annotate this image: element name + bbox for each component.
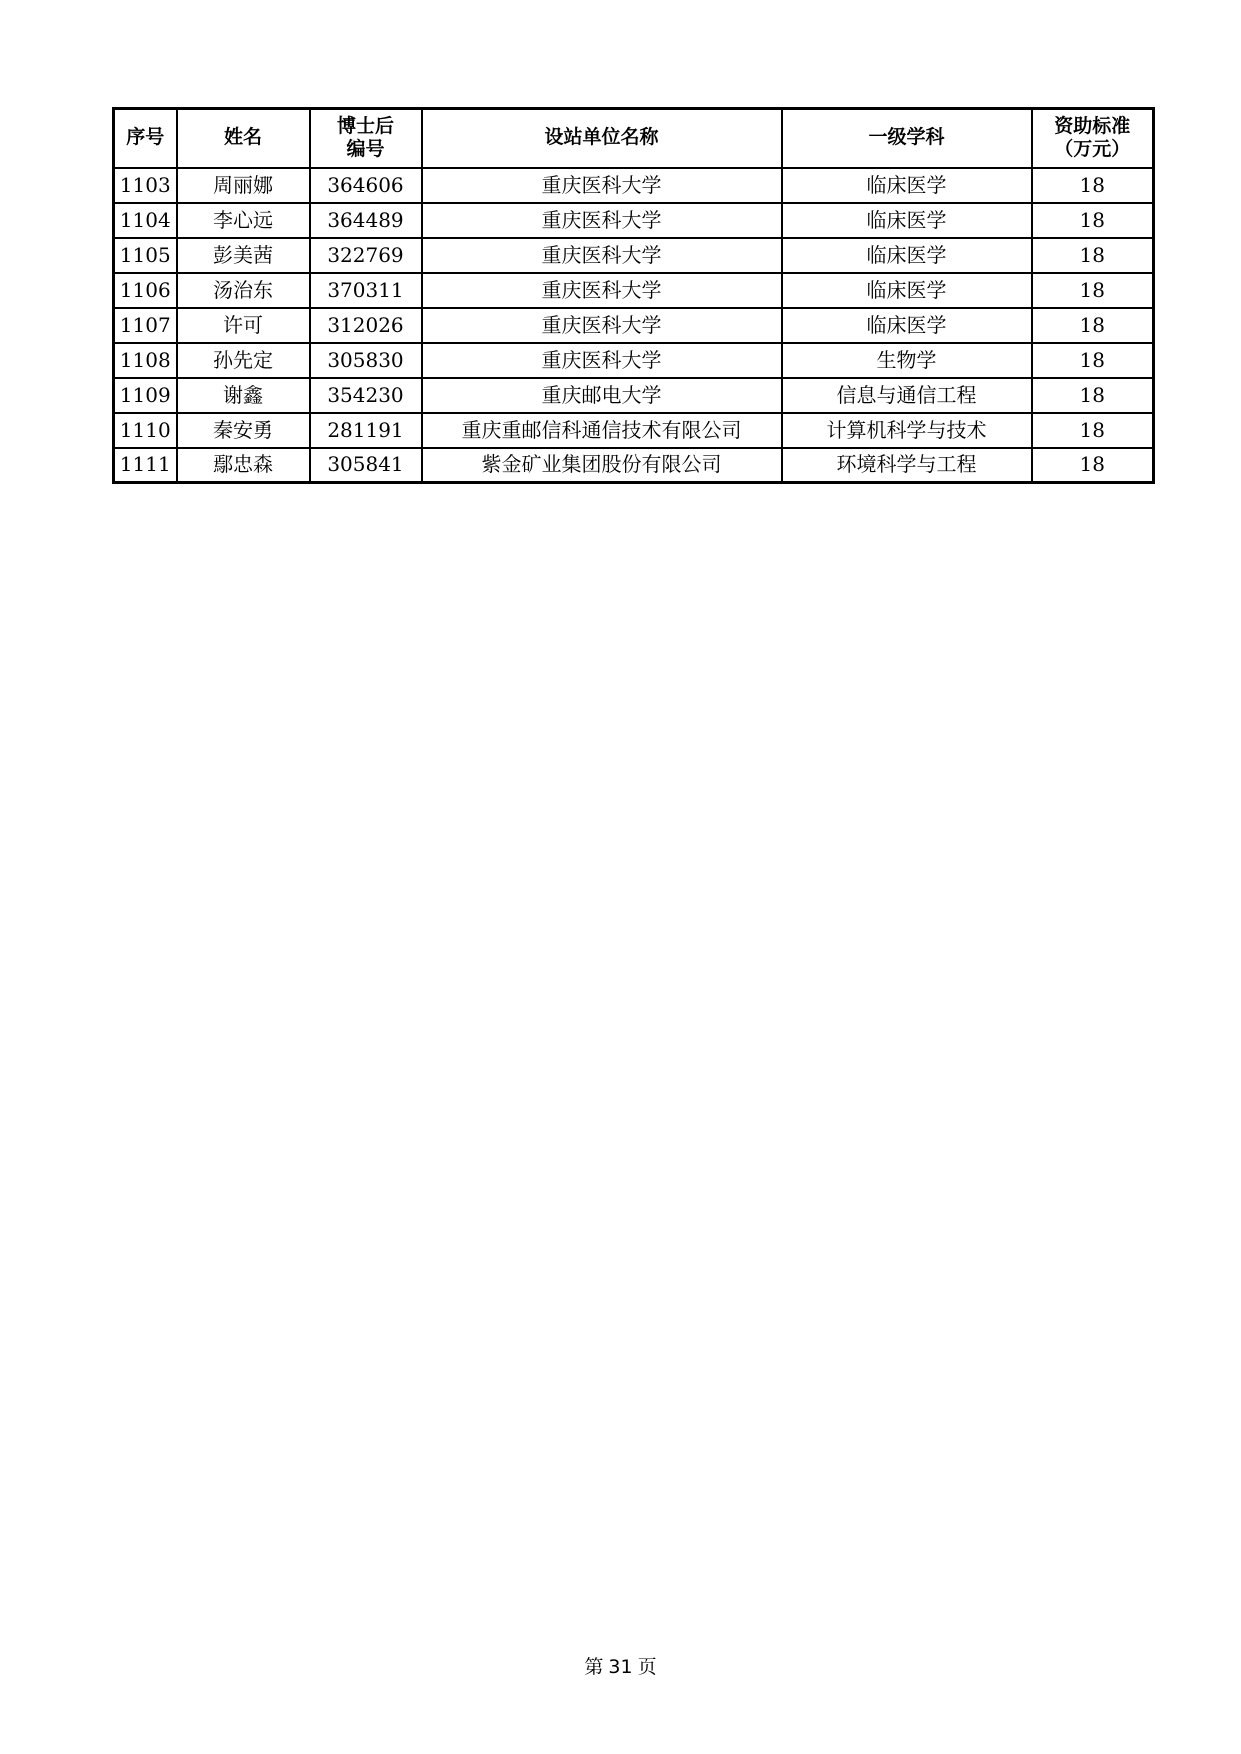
cell-index: 1103 [114, 168, 177, 203]
cell-funding: 18 [1032, 378, 1154, 413]
table-row [114, 378, 1154, 413]
cell-postdoc-number: 364489 [310, 203, 422, 238]
cell-discipline: 临床医学 [782, 168, 1032, 203]
col-header-postdoc-number-line2: 编号 [346, 138, 385, 161]
table-row [114, 273, 1154, 308]
cell-station-name: 重庆医科大学 [422, 168, 782, 203]
page-footer-suffix: 页 [637, 1656, 657, 1678]
cell-station-name: 重庆医科大学 [422, 273, 782, 308]
cell-postdoc-number: 370311 [310, 273, 422, 308]
cell-funding: 18 [1032, 308, 1154, 343]
cell-name: 谢鑫 [177, 378, 310, 413]
cell-discipline: 临床医学 [782, 308, 1032, 343]
cell-funding: 18 [1032, 448, 1154, 483]
cell-funding: 18 [1032, 273, 1154, 308]
cell-funding: 18 [1032, 238, 1154, 273]
cell-discipline: 计算机科学与技术 [782, 413, 1032, 448]
cell-name: 汤治东 [177, 273, 310, 308]
cell-name: 鄢忠森 [177, 448, 310, 483]
cell-name: 彭美茜 [177, 238, 310, 273]
col-header-funding-standard [1032, 109, 1154, 168]
cell-postdoc-number: 305830 [310, 343, 422, 378]
table-header-row [114, 109, 1154, 168]
cell-station-name: 重庆医科大学 [422, 203, 782, 238]
table-row [114, 343, 1154, 378]
col-header-station-name: 设站单位名称 [422, 109, 782, 168]
funding-roster-table [112, 107, 1155, 484]
cell-station-name: 重庆医科大学 [422, 238, 782, 273]
cell-funding: 18 [1032, 168, 1154, 203]
cell-funding: 18 [1032, 203, 1154, 238]
cell-station-name: 重庆邮电大学 [422, 378, 782, 413]
cell-name: 周丽娜 [177, 168, 310, 203]
col-header-postdoc-number-line1: 博士后 [336, 114, 394, 137]
cell-station-name: 紫金矿业集团股份有限公司 [422, 448, 782, 483]
col-header-funding-standard-line1: 资助标准 [1054, 114, 1131, 137]
cell-discipline: 信息与通信工程 [782, 378, 1032, 413]
cell-index: 1105 [114, 238, 177, 273]
cell-postdoc-number: 305841 [310, 448, 422, 483]
cell-name: 许可 [177, 308, 310, 343]
table-row [114, 168, 1154, 203]
cell-postdoc-number: 364606 [310, 168, 422, 203]
cell-name: 秦安勇 [177, 413, 310, 448]
table-row [114, 308, 1154, 343]
cell-index: 1107 [114, 308, 177, 343]
col-header-discipline: 一级学科 [782, 109, 1032, 168]
cell-index: 1109 [114, 378, 177, 413]
cell-station-name: 重庆医科大学 [422, 343, 782, 378]
cell-postdoc-number: 281191 [310, 413, 422, 448]
cell-name: 李心远 [177, 203, 310, 238]
cell-discipline: 临床医学 [782, 273, 1032, 308]
cell-index: 1106 [114, 273, 177, 308]
cell-funding: 18 [1032, 413, 1154, 448]
table-row [114, 448, 1154, 483]
cell-discipline: 环境科学与工程 [782, 448, 1032, 483]
page-number: 31 [608, 1656, 633, 1678]
table-row [114, 203, 1154, 238]
cell-postdoc-number: 354230 [310, 378, 422, 413]
cell-index: 1111 [114, 448, 177, 483]
col-header-postdoc-number [310, 109, 422, 168]
col-header-name: 姓名 [177, 109, 310, 168]
cell-index: 1108 [114, 343, 177, 378]
page-footer-prefix: 第 [584, 1656, 604, 1678]
cell-discipline: 临床医学 [782, 203, 1032, 238]
cell-station-name: 重庆重邮信科通信技术有限公司 [422, 413, 782, 448]
cell-name: 孙先定 [177, 343, 310, 378]
cell-discipline: 临床医学 [782, 238, 1032, 273]
page-footer [0, 1652, 1241, 1679]
cell-discipline: 生物学 [782, 343, 1032, 378]
col-header-index: 序号 [114, 109, 177, 168]
cell-postdoc-number: 322769 [310, 238, 422, 273]
col-header-funding-standard-line2: （万元） [1054, 138, 1131, 161]
cell-station-name: 重庆医科大学 [422, 308, 782, 343]
cell-index: 1104 [114, 203, 177, 238]
cell-funding: 18 [1032, 343, 1154, 378]
table-row [114, 238, 1154, 273]
table-row [114, 413, 1154, 448]
cell-index: 1110 [114, 413, 177, 448]
cell-postdoc-number: 312026 [310, 308, 422, 343]
